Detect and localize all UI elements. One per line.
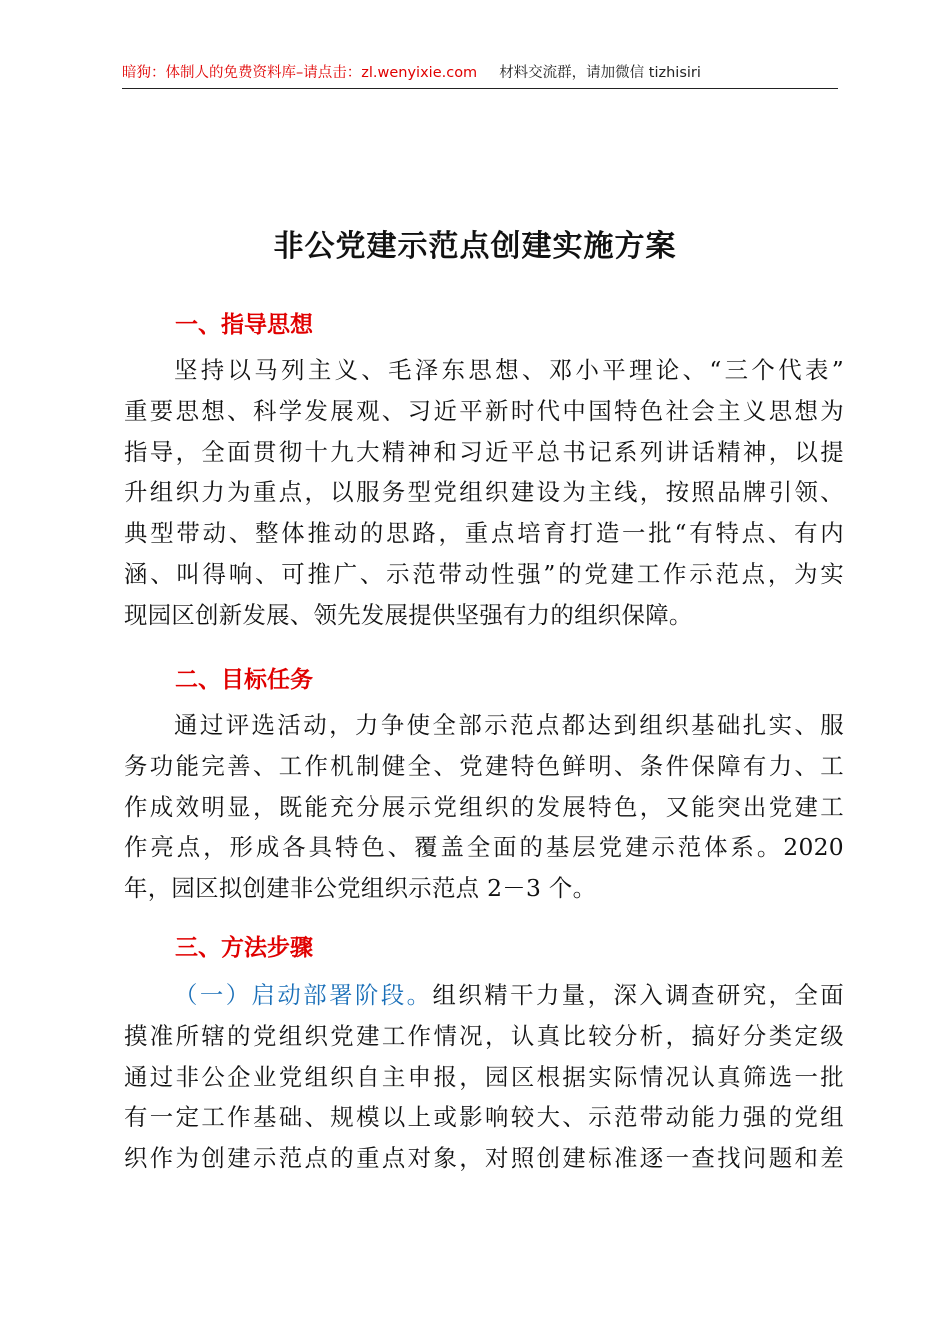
paragraph-line: 年，园区拟创建非公党组织示范点 2－3 个。	[124, 874, 597, 903]
paragraph-line: 摸准所辖的党组织党建工作情况，认真比较分析，搞好分类定级	[124, 1021, 844, 1050]
section2-paragraph	[124, 705, 844, 909]
paragraph-line: 作成效明显，既能充分展示党组织的发展特色，又能突出党建工	[124, 792, 844, 821]
paragraph-line: 重要思想、科学发展观、习近平新时代中国特色社会主义思想为	[124, 396, 844, 425]
subsection-label: （一）启动部署阶段。	[174, 981, 433, 1009]
paragraph-line: 升组织力为重点，以服务型党组织建设为主线，按照品牌引领、	[124, 478, 844, 507]
paragraph-text: 组织精干力量，深入调查研究，全面	[432, 981, 844, 1009]
paragraph-line: 现园区创新发展、领先发展提供坚强有力的组织保障。	[124, 600, 693, 629]
section3-paragraph	[124, 975, 844, 1179]
header-click-prefix: –请点击：	[296, 65, 362, 81]
paragraph-line	[124, 975, 844, 1016]
paragraph-line: 织作为创建示范点的重点对象，对照创建标准逐一查找问题和差	[124, 1144, 844, 1173]
section-heading-guiding-thought: 一、指导思想	[175, 312, 313, 338]
header-url[interactable]: zl.wenyixie.com	[361, 65, 478, 81]
section1-paragraph	[124, 350, 844, 636]
paragraph-line: 典型带动、整体推动的思路，重点培育打造一批“有特点、有内	[124, 519, 844, 548]
paragraph-line: 有一定工作基础、规模以上或影响较大、示范带动能力强的党组	[124, 1103, 844, 1132]
paragraph-line: 涵、叫得响、可推广、示范带动性强”的党建工作示范点，为实	[124, 559, 844, 588]
paragraph-line: 作亮点，形成各具特色、覆盖全面的基层党建示范体系。2020	[124, 833, 844, 862]
paragraph-line: 坚持以马列主义、毛泽东思想、邓小平理论、“三个代表”	[174, 356, 844, 384]
header-brand: 暗狗：体制人的免费资料库	[122, 65, 296, 81]
paragraph-line: 务功能完善、工作机制健全、党建特色鲜明、条件保障有力、工	[124, 751, 844, 780]
section-heading-steps: 三、方法步骤	[175, 935, 313, 961]
paragraph-line: 通过评选活动，力争使全部示范点都达到组织基础扎实、服	[174, 711, 844, 739]
paragraph-line: 指导，全面贯彻十九大精神和习近平总书记系列讲话精神，以提	[124, 437, 844, 466]
page-header	[122, 62, 838, 89]
section-heading-goals: 二、目标任务	[175, 667, 313, 693]
document-title: 非公党建示范点创建实施方案	[273, 229, 677, 264]
header-contact: 材料交流群，请加微信 tizhisiri	[499, 65, 701, 81]
paragraph-line: 通过非公企业党组织自主申报，园区根据实际情况认真筛选一批	[124, 1062, 844, 1091]
